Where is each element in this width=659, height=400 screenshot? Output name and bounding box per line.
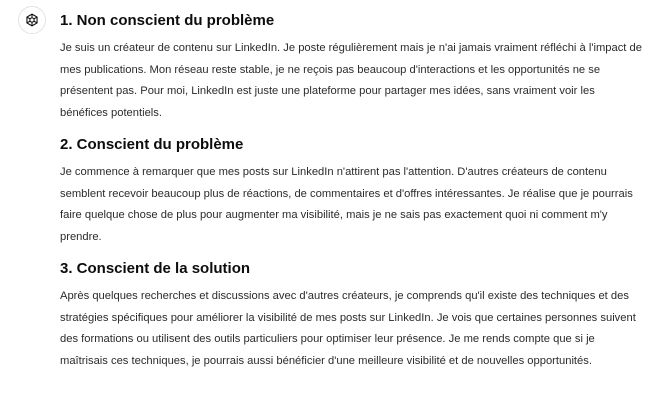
section-conscient-solution: [60, 258, 645, 372]
section-body: Je suis un créateur de contenu sur LinkedIn. Je poste régulièrement mais je n'ai jamais vraiment réfléchi à l'impact de mes publications. Mon réseau reste stable, je ne reçois pas beaucoup d'interactions et les opportunités ne se présentent pas. Pour moi, LinkedIn est juste une plateforme pour partager mes idées, sans vraiment voir les bénéfices potentiels.: [60, 42, 642, 119]
section-conscient-probleme: [60, 134, 645, 248]
assistant-avatar: [18, 6, 46, 34]
openai-logo-icon: [24, 12, 40, 28]
section-body: Après quelques recherches et discussions avec d'autres créateurs, je comprends qu'il existe des techniques et des stratégies spécifiques pour améliorer la visibilité de mes posts sur LinkedIn. Je vois que certaines personnes suivent des formations ou utilisent des outils particuliers pour optimiser leur présence. Je me rends compte que si je maîtrisais ces techniques, je pourrais aussi bénéficier d'une meilleure visibilité et de nouvelles opportunités.: [60, 290, 636, 367]
section-body: Je commence à remarquer que mes posts sur LinkedIn n'attirent pas l'attention. D'autres créateurs de contenu semblent recevoir beaucoup plus de réactions, de commentaires et d'offres intéressantes. Je réalise que je pourrais faire quelque chose de plus pour augmenter ma visibilité, mais je ne sais pas exactement quoi ni comment m'y prendre.: [60, 166, 633, 243]
section-heading: 2. Conscient du problème: [60, 136, 244, 153]
assistant-message: [60, 10, 645, 372]
section-heading: 1. Non conscient du problème: [60, 12, 275, 29]
section-heading: 3. Conscient de la solution: [60, 260, 251, 277]
section-non-conscient: [60, 10, 645, 124]
